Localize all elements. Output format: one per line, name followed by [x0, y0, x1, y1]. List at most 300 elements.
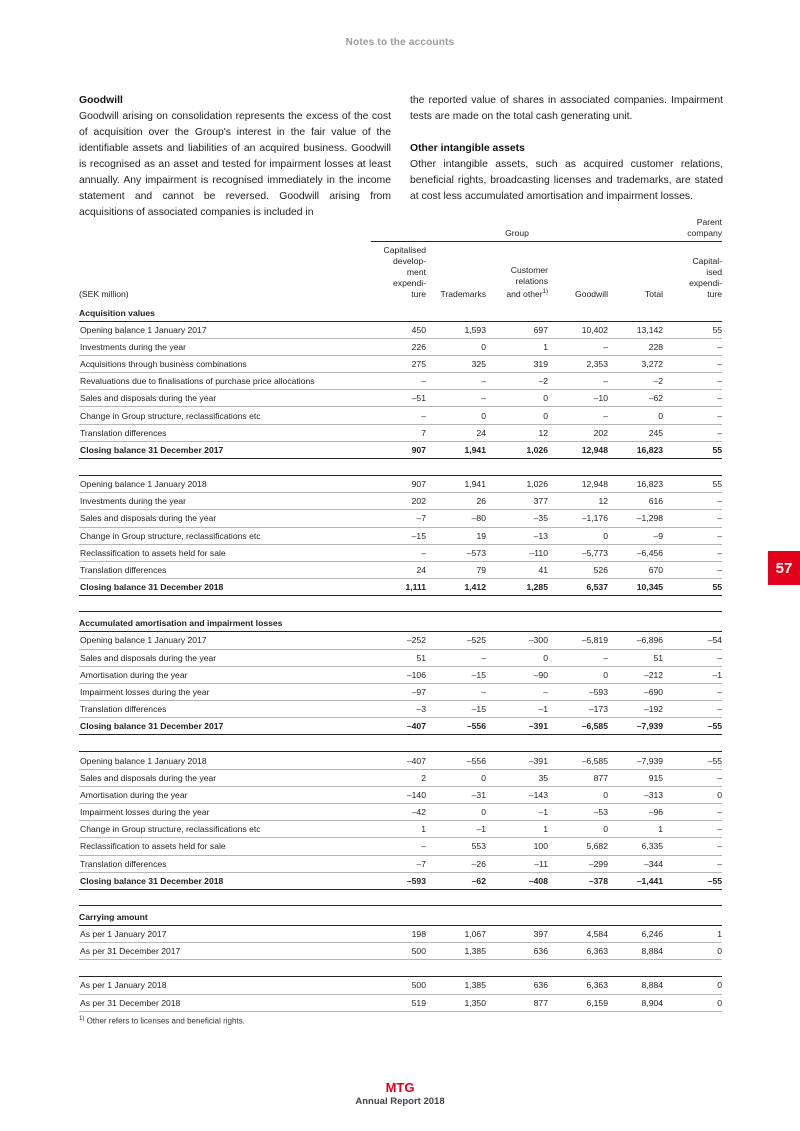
table-cell: 198	[371, 925, 426, 942]
table-cell: 1,941	[426, 476, 486, 493]
table-cell: 55	[663, 579, 722, 596]
goodwill-heading: Goodwill	[79, 95, 123, 106]
row-label: Sales and disposals during the year	[79, 510, 371, 527]
row-label: As per 1 January 2018	[79, 977, 371, 994]
table-cell: 526	[548, 561, 608, 578]
table-cell: 616	[608, 493, 663, 510]
table-cell: 877	[486, 994, 548, 1011]
col-header-total: Total	[644, 289, 664, 299]
table-cell: –55	[663, 718, 722, 735]
table-cell: –	[486, 683, 548, 700]
table-cell: –	[663, 373, 722, 390]
row-label: Investments during the year	[79, 338, 371, 355]
table-cell: –7	[371, 510, 426, 527]
table-cell: 1,941	[426, 441, 486, 458]
table-cell: –	[371, 544, 426, 561]
table-cell: –	[663, 527, 722, 544]
table-cell: –31	[426, 786, 486, 803]
table-cell: 0	[486, 649, 548, 666]
table-cell: –313	[608, 786, 663, 803]
table-cell: 275	[371, 355, 426, 372]
table-cell: –106	[371, 666, 426, 683]
table-cell: 4,584	[548, 925, 608, 942]
table-cell: –1	[486, 804, 548, 821]
table-cell: –7	[371, 855, 426, 872]
table-total-row	[79, 718, 722, 735]
table-cell: –1	[663, 666, 722, 683]
table-cell: –90	[486, 666, 548, 683]
row-label: Impairment losses during the year	[79, 683, 371, 700]
row-label: Closing balance 31 December 2017	[79, 718, 371, 735]
table-cell: 12	[486, 424, 548, 441]
table-cell: –	[663, 407, 722, 424]
table-cell: 1	[486, 821, 548, 838]
table-cell: 51	[608, 649, 663, 666]
table-cell: –407	[371, 752, 426, 769]
table-cell: 6,246	[608, 925, 663, 942]
table-cell: 325	[426, 355, 486, 372]
table-cell: –	[426, 683, 486, 700]
table-cell: –54	[663, 632, 722, 649]
footnote-row	[79, 1011, 722, 1029]
table-cell: 0	[426, 407, 486, 424]
table-cell: 0	[548, 821, 608, 838]
table-cell: 1,412	[426, 579, 486, 596]
table-cell: 0	[663, 977, 722, 994]
table-cell: 1,026	[486, 441, 548, 458]
row-label: Opening balance 1 January 2018	[79, 476, 371, 493]
table-cell: 500	[371, 977, 426, 994]
table-cell: –15	[426, 666, 486, 683]
table-cell: 697	[486, 321, 548, 338]
table-row	[79, 355, 722, 372]
table-cell: 12	[548, 493, 608, 510]
table-row	[79, 977, 722, 994]
block-spacer	[79, 960, 722, 977]
table-cell: –15	[371, 527, 426, 544]
row-label: Translation differences	[79, 424, 371, 441]
table-cell: –1,176	[548, 510, 608, 527]
table-cell: –	[663, 561, 722, 578]
table-cell: –7,939	[608, 718, 663, 735]
table-cell: 8,904	[608, 994, 663, 1011]
table-cell: 202	[548, 424, 608, 441]
row-label: Sales and disposals during the year	[79, 649, 371, 666]
table-row	[79, 786, 722, 803]
svg-text:MTG: MTG	[385, 1080, 415, 1095]
table-cell: –	[548, 649, 608, 666]
table-cell: 13,142	[608, 321, 663, 338]
table-cell: –	[548, 373, 608, 390]
col-header-customer-text: Customer relations and other	[506, 265, 548, 299]
table-cell: –143	[486, 786, 548, 803]
table-cell: 877	[548, 769, 608, 786]
table-row	[79, 804, 722, 821]
col-header-parent-capitalised: Capital- ised expendi- ture	[689, 256, 723, 299]
table-cell: –690	[608, 683, 663, 700]
table-cell: –2	[608, 373, 663, 390]
row-label: As per 31 December 2017	[79, 943, 371, 960]
table-cell: 1	[371, 821, 426, 838]
table-cell: 1,385	[426, 943, 486, 960]
table-cell: –55	[663, 872, 722, 889]
table-cell: 907	[371, 476, 426, 493]
table-cell: –11	[486, 855, 548, 872]
table-cell: –	[663, 804, 722, 821]
table-cell: 907	[371, 441, 426, 458]
row-label: Sales and disposals during the year	[79, 769, 371, 786]
table-row	[79, 632, 722, 649]
table-cell: –5,773	[548, 544, 608, 561]
table-cell: –	[426, 373, 486, 390]
table-cell: 8,884	[608, 943, 663, 960]
table-cell: –1,298	[608, 510, 663, 527]
table-cell: –35	[486, 510, 548, 527]
table-row	[79, 821, 722, 838]
table-cell: 100	[486, 838, 548, 855]
table-cell: 1,026	[486, 476, 548, 493]
table-cell: –391	[486, 752, 548, 769]
table-cell: 6,159	[548, 994, 608, 1011]
table-cell: 1	[608, 821, 663, 838]
section-spacer	[79, 596, 722, 612]
table-cell: 319	[486, 355, 548, 372]
table-cell: 1,111	[371, 579, 426, 596]
table-cell: 519	[371, 994, 426, 1011]
table-cell: –53	[548, 804, 608, 821]
table-cell: 6,537	[548, 579, 608, 596]
row-label: Acquisitions through business combinations	[79, 355, 371, 372]
table-cell: –1	[426, 821, 486, 838]
table-cell: –192	[608, 701, 663, 718]
table-cell: –15	[426, 701, 486, 718]
table-cell: –	[426, 390, 486, 407]
table-cell: –6,585	[548, 718, 608, 735]
table-cell: –6,585	[548, 752, 608, 769]
table-cell: 26	[426, 493, 486, 510]
table-cell: –96	[608, 804, 663, 821]
col-header-capitalised-development: Capitalised develop- ment expendi- ture	[383, 245, 426, 299]
table-cell: 1	[663, 925, 722, 942]
table-cell: –407	[371, 718, 426, 735]
table-cell: –300	[486, 632, 548, 649]
table-cell: 397	[486, 925, 548, 942]
table-cell: 1,350	[426, 994, 486, 1011]
table-cell: 10,402	[548, 321, 608, 338]
table-cell: 377	[486, 493, 548, 510]
table-cell: 3,272	[608, 355, 663, 372]
table-cell: 1	[486, 338, 548, 355]
row-label: Investments during the year	[79, 493, 371, 510]
table-cell: –62	[426, 872, 486, 889]
table-cell: 55	[663, 441, 722, 458]
table-cell: –212	[608, 666, 663, 683]
other-intangibles-heading: Other intangible assets	[410, 143, 525, 154]
row-label: Amortisation during the year	[79, 786, 371, 803]
section-header-row	[79, 612, 722, 632]
table-cell: –3	[371, 701, 426, 718]
table-cell: 8,884	[608, 977, 663, 994]
table-cell: –80	[426, 510, 486, 527]
footnote	[79, 1011, 722, 1029]
table-cell: –	[663, 544, 722, 561]
table-cell: 12,948	[548, 476, 608, 493]
goodwill-paragraph-continued: the reported value of shares in associated companies. Impairment tests are made on the total cash generating unit.	[410, 95, 723, 122]
table-cell: 0	[426, 769, 486, 786]
table-row	[79, 855, 722, 872]
table-cell: –556	[426, 752, 486, 769]
row-label: Opening balance 1 January 2018	[79, 752, 371, 769]
table-cell: –5,819	[548, 632, 608, 649]
row-label: Opening balance 1 January 2017	[79, 632, 371, 649]
table-cell: 6,363	[548, 977, 608, 994]
table-cell: –140	[371, 786, 426, 803]
table-cell: 24	[426, 424, 486, 441]
table-cell: 16,823	[608, 441, 663, 458]
table-cell: 2,353	[548, 355, 608, 372]
table-cell: –	[663, 821, 722, 838]
table-row	[79, 666, 722, 683]
table-cell: –9	[608, 527, 663, 544]
table-cell: –110	[486, 544, 548, 561]
table-cell: 553	[426, 838, 486, 855]
table-cell: 51	[371, 649, 426, 666]
table-cell: 55	[663, 476, 722, 493]
parent-header-line-2: company	[687, 227, 723, 238]
table-cell: 1,593	[426, 321, 486, 338]
table-cell: –	[663, 493, 722, 510]
row-label: Translation differences	[79, 701, 371, 718]
table-cell: –	[548, 338, 608, 355]
table-cell: –1,441	[608, 872, 663, 889]
table-total-row	[79, 872, 722, 889]
goodwill-paragraph: Goodwill arising on consolidation represents the excess of the cost of acquisition over the Group's interest in the fair value of the identifiable assets and liabilities of an acquired business. Goodwill is recognised as an asset and tested for impairment losses at least annually. Any impairment is recognised immediately in the income statement and cannot be reversed. Goodwill arising from acquisitions of associated companies is included in	[79, 111, 391, 218]
row-label: Translation differences	[79, 561, 371, 578]
table-row	[79, 493, 722, 510]
table-cell: 6,363	[548, 943, 608, 960]
col-header-goodwill: Goodwill	[575, 289, 608, 299]
table-cell: –1	[486, 701, 548, 718]
parent-company-header	[663, 215, 722, 241]
table-cell: –	[371, 838, 426, 855]
section-spacer	[79, 889, 722, 905]
table-cell: 245	[608, 424, 663, 441]
table-cell: 55	[663, 321, 722, 338]
table-cell: 636	[486, 943, 548, 960]
col-header-customer-relations	[486, 241, 548, 301]
row-label: As per 1 January 2017	[79, 925, 371, 942]
table-cell: –6,456	[608, 544, 663, 561]
table-cell: 670	[608, 561, 663, 578]
table-cell: –408	[486, 872, 548, 889]
table-cell: –51	[371, 390, 426, 407]
row-label: Impairment losses during the year	[79, 804, 371, 821]
table-cell: –	[663, 390, 722, 407]
table-cell: 35	[486, 769, 548, 786]
other-intangibles-paragraph: Other intangible assets, such as acquired customer relations, beneficial rights, broadcasting licenses and trademarks, are stated at cost less accumulated amortisation and impairment losses.	[410, 159, 723, 202]
table-cell: –	[663, 424, 722, 441]
block-spacer	[79, 735, 722, 752]
table-row	[79, 476, 722, 493]
table-cell: –525	[426, 632, 486, 649]
table-cell: –593	[548, 683, 608, 700]
table-total-row	[79, 579, 722, 596]
footnote-mark: 1)	[79, 1015, 85, 1022]
table-cell: 450	[371, 321, 426, 338]
table-cell: 5,682	[548, 838, 608, 855]
section-title: Acquisition values	[79, 301, 722, 321]
table-cell: –	[663, 769, 722, 786]
table-row	[79, 527, 722, 544]
row-label: Closing balance 31 December 2018	[79, 579, 371, 596]
table-cell: 0	[663, 994, 722, 1011]
table-cell: –	[663, 701, 722, 718]
section-title: Carrying amount	[79, 905, 722, 925]
section-title: Accumulated amortisation and impairment losses	[79, 612, 722, 632]
table-cell: 24	[371, 561, 426, 578]
table-cell: –	[663, 838, 722, 855]
table-cell: –	[663, 855, 722, 872]
table-cell: –344	[608, 855, 663, 872]
table-cell: –2	[486, 373, 548, 390]
unit-label: (SEK million)	[79, 289, 129, 299]
mtg-logo	[387, 1080, 413, 1094]
table-cell: 0	[608, 407, 663, 424]
row-label: Reclassification to assets held for sale	[79, 544, 371, 561]
row-label: Sales and disposals during the year	[79, 390, 371, 407]
table-cell: –	[371, 373, 426, 390]
row-label: Change in Group structure, reclassifications etc	[79, 527, 371, 544]
table-cell: –13	[486, 527, 548, 544]
table-cell: 41	[486, 561, 548, 578]
table-cell: 16,823	[608, 476, 663, 493]
table-cell: 226	[371, 338, 426, 355]
row-label: Reclassification to assets held for sale	[79, 838, 371, 855]
table-body	[79, 301, 722, 1029]
row-label: Change in Group structure, reclassifications etc	[79, 821, 371, 838]
table-cell: –	[426, 649, 486, 666]
table-cell: 19	[426, 527, 486, 544]
table-row	[79, 561, 722, 578]
table-cell: 2	[371, 769, 426, 786]
table-cell: –97	[371, 683, 426, 700]
other-intangibles-text-column	[410, 93, 723, 205]
table-cell: –7,939	[608, 752, 663, 769]
table-cell: 0	[486, 390, 548, 407]
intangible-assets-table	[79, 215, 722, 1029]
section-header-row	[79, 301, 722, 321]
table-cell: –173	[548, 701, 608, 718]
parent-header-line-1: Parent	[696, 216, 723, 227]
table-row	[79, 994, 722, 1011]
table-cell: –378	[548, 872, 608, 889]
table-cell: –62	[608, 390, 663, 407]
block-spacer	[79, 459, 722, 476]
table-cell: –299	[548, 855, 608, 872]
table-row	[79, 544, 722, 561]
table-cell: –556	[426, 718, 486, 735]
table-row	[79, 424, 722, 441]
table-cell: 0	[426, 338, 486, 355]
table-cell: 6,335	[608, 838, 663, 855]
table-row	[79, 407, 722, 424]
table-cell: –55	[663, 752, 722, 769]
table-row	[79, 321, 722, 338]
table-cell: 1,285	[486, 579, 548, 596]
table-row	[79, 943, 722, 960]
table-cell: –391	[486, 718, 548, 735]
table-cell: 79	[426, 561, 486, 578]
row-label: Closing balance 31 December 2018	[79, 872, 371, 889]
table-total-row	[79, 441, 722, 458]
table-cell: 0	[548, 786, 608, 803]
page-header: Notes to the accounts	[345, 37, 455, 48]
table-cell: –6,896	[608, 632, 663, 649]
table-row	[79, 769, 722, 786]
table-row	[79, 701, 722, 718]
row-label: Closing balance 31 December 2017	[79, 441, 371, 458]
table-cell: –	[548, 407, 608, 424]
table-row	[79, 649, 722, 666]
table-cell: 915	[608, 769, 663, 786]
table-cell: –42	[371, 804, 426, 821]
table-cell: 202	[371, 493, 426, 510]
table-cell: 10,345	[608, 579, 663, 596]
group-header: Group	[371, 215, 663, 241]
table-cell: –	[663, 649, 722, 666]
table-cell: 636	[486, 977, 548, 994]
table-cell: –	[663, 338, 722, 355]
row-label: As per 31 December 2018	[79, 994, 371, 1011]
table-cell: –	[663, 355, 722, 372]
table-cell: 500	[371, 943, 426, 960]
footer-annual-report: Annual Report 2018	[355, 1096, 445, 1107]
table-cell: 228	[608, 338, 663, 355]
table-cell: –26	[426, 855, 486, 872]
table-cell: 0	[548, 666, 608, 683]
table-row	[79, 683, 722, 700]
table-cell: 0	[548, 527, 608, 544]
table-cell: 1,385	[426, 977, 486, 994]
table-cell: 7	[371, 424, 426, 441]
table-cell: 12,948	[548, 441, 608, 458]
row-label: Opening balance 1 January 2017	[79, 321, 371, 338]
goodwill-text-column	[79, 93, 391, 221]
table-row	[79, 925, 722, 942]
table-row	[79, 390, 722, 407]
table-cell: 0	[486, 407, 548, 424]
row-label: Translation differences	[79, 855, 371, 872]
footnote-text: Other refers to licenses and beneficial rights.	[86, 1016, 245, 1026]
table-cell: –252	[371, 632, 426, 649]
table-cell: –573	[426, 544, 486, 561]
col-header-trademarks: Trademarks	[440, 289, 486, 299]
table-row	[79, 510, 722, 527]
table-row	[79, 373, 722, 390]
page-number-tab: 57	[768, 551, 800, 585]
table-row	[79, 838, 722, 855]
table-row	[79, 338, 722, 355]
row-label: Revaluations due to finalisations of purchase price allocations	[79, 373, 371, 390]
footnote-marker: 1)	[542, 289, 548, 296]
table-cell: –593	[371, 872, 426, 889]
table-cell: –	[663, 683, 722, 700]
table-cell: 0	[426, 804, 486, 821]
row-label: Change in Group structure, reclassifications etc	[79, 407, 371, 424]
table-cell: 1,067	[426, 925, 486, 942]
table-cell: –	[663, 510, 722, 527]
table-cell: 0	[663, 943, 722, 960]
